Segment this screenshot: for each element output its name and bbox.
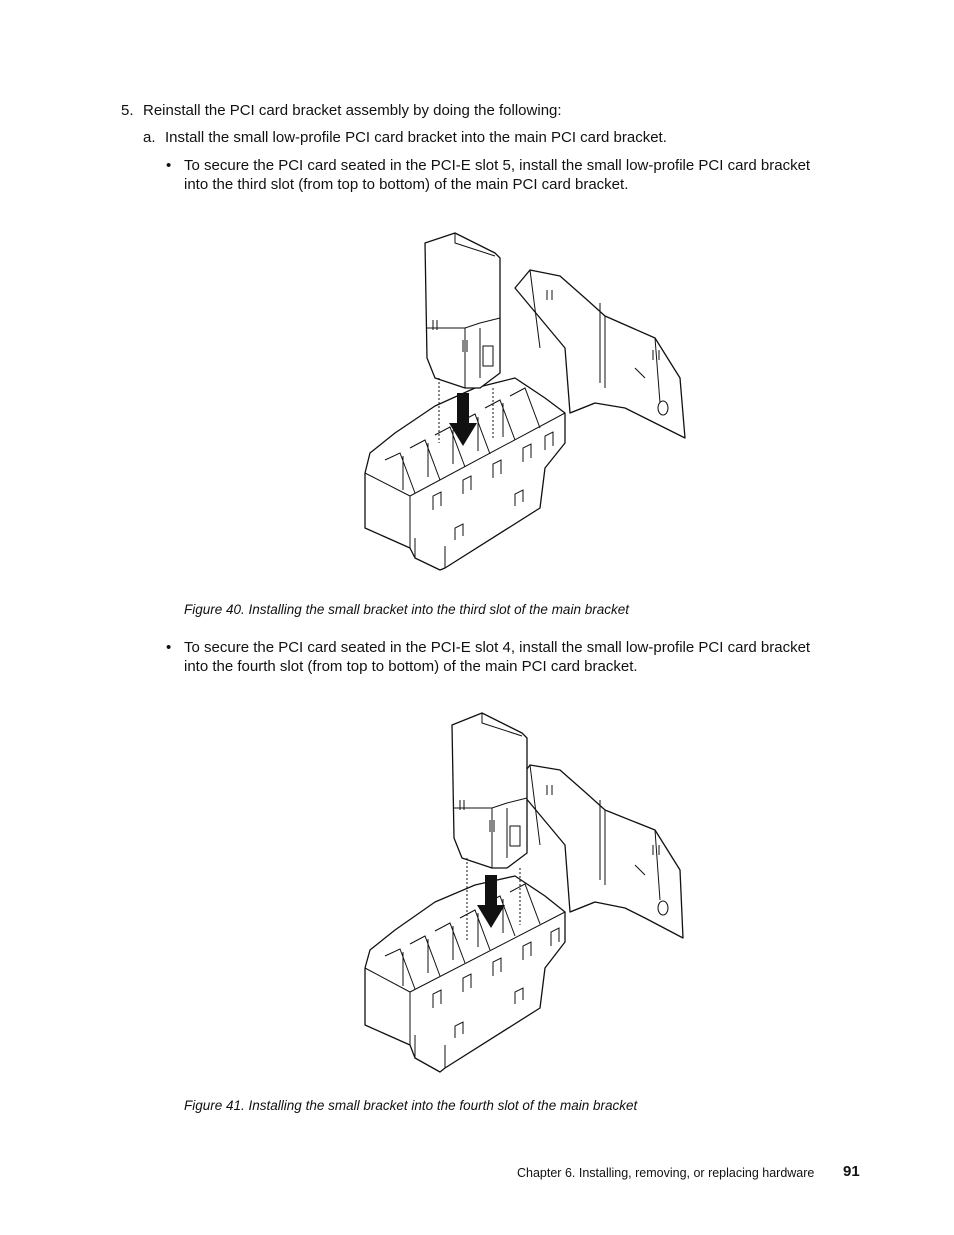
bullet-1-line-1: To secure the PCI card seated in the PCI-E slot 5, install the small low-profile PCI card bracket (184, 157, 811, 174)
figure-41-caption: Figure 41. Installing the small bracket into the fourth slot of the main bracket (184, 1098, 638, 1113)
bullet-dot: • (166, 639, 172, 656)
step-5a-letter: a. (143, 129, 156, 146)
step-5a-text: Install the small low-profile PCI card bracket into the main PCI card bracket. (165, 129, 667, 146)
figure-41-illustration (355, 710, 695, 1078)
footer-chapter: Chapter 6. Installing, removing, or replacing hardware (517, 1166, 815, 1180)
page-number: 91 (843, 1163, 860, 1180)
bullet-2-line-1: To secure the PCI card seated in the PCI-E slot 4, install the small low-profile PCI card bracket (184, 639, 811, 656)
figure-40-caption: Figure 40. Installing the small bracket into the third slot of the main bracket (184, 602, 629, 617)
step-5-number: 5. (121, 102, 134, 119)
step-5-text: Reinstall the PCI card bracket assembly by doing the following: (143, 102, 562, 119)
bullet-1-line-2: into the third slot (from top to bottom) of the main PCI card bracket. (184, 176, 629, 193)
figure-40-illustration (355, 228, 695, 580)
bullet-2-line-2: into the fourth slot (from top to bottom) of the main PCI card bracket. (184, 658, 638, 675)
bullet-dot: • (166, 157, 172, 174)
